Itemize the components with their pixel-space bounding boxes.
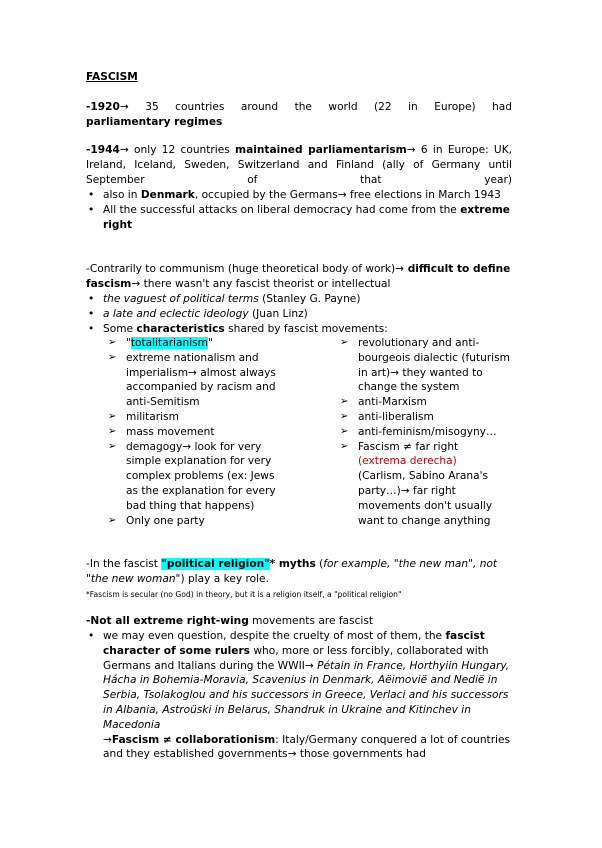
footnote: *Fascism is secular (no God) in theory, but it is a religion itself, a "political religion": [86, 590, 402, 599]
bullet-icon: •: [88, 322, 95, 335]
arrow-bullet-icon: ➢: [340, 337, 349, 348]
bullet-list-2: [86, 292, 512, 336]
bullet-icon: •: [88, 307, 95, 320]
list-item: ➢ Only one party: [108, 514, 205, 527]
arrow-icon: →: [390, 366, 400, 379]
list-item: ➢ anti-Marxism: [340, 396, 427, 409]
list-item: ➢ anti-liberalism: [340, 410, 434, 423]
arrow-bullet-icon: ➢: [108, 440, 117, 452]
bullet-icon: •: [88, 189, 95, 201]
arrow-bullet-icon: ➢: [340, 425, 349, 437]
arrow-bullet-icon: ➢: [340, 396, 349, 408]
characteristics-right-column: [338, 336, 512, 528]
arrow-bullet-icon: ➢: [340, 440, 349, 452]
bullet-icon: •: [88, 293, 95, 305]
list-item: ➢ revolutionary and anti-bourgeois dialectic (futurism in art)→ they wanted to change the system: [340, 337, 510, 394]
arrow-icon: →: [119, 101, 129, 113]
bullet-icon: •: [88, 630, 95, 642]
list-item: • Some characteristics shared by fascist movements:: [88, 322, 388, 335]
arrow-icon: →: [395, 263, 405, 275]
paragraph-1920: -1920→ 35 countries around the world (22 in Europe) had: [86, 101, 512, 113]
arrow-icon: →: [188, 366, 197, 379]
arrow-icon: →: [400, 484, 410, 497]
arrow-icon: →: [103, 733, 112, 746]
list-item: ➢ "totalitarianism": [108, 337, 213, 349]
bullet-list-3: [86, 629, 512, 762]
bullet-list-1: [86, 188, 512, 232]
arrow-bullet-icon: ➢: [108, 514, 117, 526]
arrow-bullet-icon: ➢: [108, 337, 117, 348]
document-title: FASCISM: [86, 71, 138, 83]
paragraph-not-all: -Not all extreme right-wing movements are fascist: [86, 615, 374, 627]
arrow-bullet-icon: ➢: [108, 425, 117, 437]
list-item: ➢ demagogy→ look for very simple explanation for very complex problems (ex: Jews as the explanation for every bad thing that happens): [108, 440, 276, 512]
list-item: ➢ Fascism ≠ far right (extrema derecha) (Carlism, Sabino Arana's party…)→ far right movements don't usually want to change anything: [340, 440, 493, 527]
arrow-bullet-icon: ➢: [108, 410, 117, 422]
list-item: ➢ extreme nationalism and imperialism→ almost always accompanied by racism and anti-Semitism: [108, 351, 276, 409]
paragraph-1920-cont: parliamentary regimes: [86, 116, 223, 128]
paragraph-political-religion: -In the fascist "political religion"* myths (for example, "the new man", not "the new woman") play a key role.: [86, 558, 498, 585]
list-item: ➢ militarism: [108, 410, 179, 423]
list-item: • also in Denmark, occupied by the Germans→ free elections in March 1943: [88, 189, 501, 201]
arrow-icon: →: [119, 144, 129, 156]
list-item: • we may even question, despite the cruelty of most of them, the fascist character of some rulers who, more or less forcibly, collaborated with Germans and Italians during the WWII→ Pétain in France, Horthyiin Hungary, Hácha in Bohemia-Moravia, Scavenius in Denmark, Aëimovië and Nedië in Serbia, Tsolakoglou and his successors in Greece, Verlaci and his successors in Albania, Astroüski in Belarus, Shandruk in Ukraine and Kitinchev in Macedonia →Fascism ≠ collaborationism: Italy/Germany conquered a lot of countries and they established governments→ those governments had: [88, 630, 511, 761]
arrow-icon: →: [406, 144, 416, 156]
paragraph-contrarily: -Contrarily to communism (huge theoretical body of work)→ difficult to define fascism→ there wasn't any fascist theorist or intellectual: [86, 263, 511, 290]
arrow-icon: →: [337, 189, 347, 201]
arrow-icon: →: [182, 440, 192, 453]
paragraph-1944: -1944→ only 12 countries maintained parliamentarism→ 6 in Europe: UK, Ireland, Iceland, Sweden, Switzerland and Finland (ally of Germany until September of that year): [86, 144, 513, 186]
list-item: • the vaguest of political terms (Stanley G. Payne): [88, 293, 361, 305]
bullet-icon: •: [88, 203, 95, 216]
list-item: • All the successful attacks on liberal democracy had come from the extreme right: [88, 203, 510, 231]
arrow-icon: →: [131, 277, 141, 290]
arrow-bullet-icon: ➢: [340, 410, 349, 422]
list-item: • a late and eclectic ideology (Juan Linz): [88, 307, 308, 320]
arrow-bullet-icon: ➢: [108, 351, 117, 363]
characteristics-left-column: [106, 336, 286, 528]
arrow-icon: →: [287, 748, 297, 761]
arrow-icon: →: [304, 659, 314, 672]
list-item: ➢ mass movement: [108, 425, 215, 438]
list-item: ➢ anti-feminism/misogyny…: [340, 425, 497, 438]
